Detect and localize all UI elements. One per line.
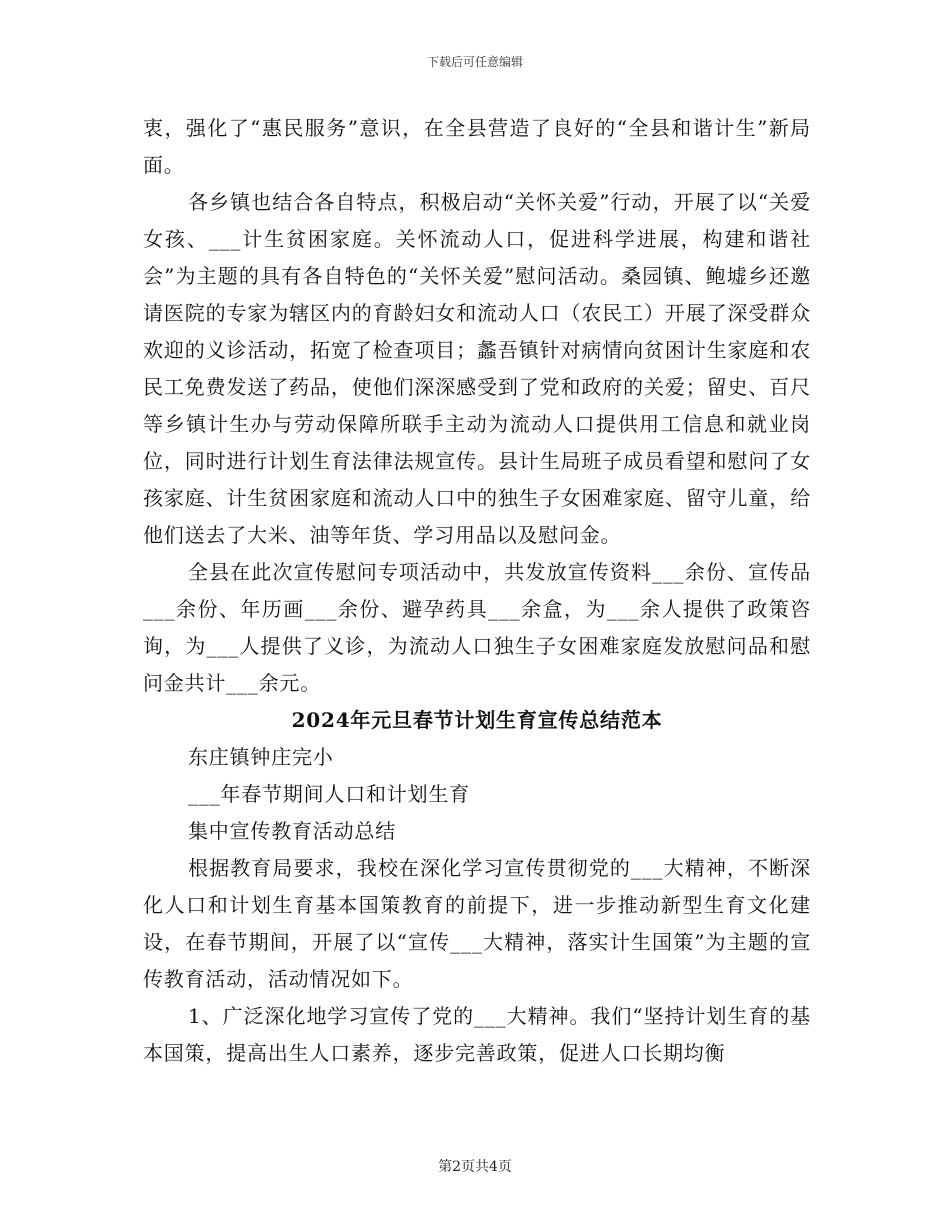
school-name-line: 东庄镇钟庄完小 (188, 745, 334, 769)
paragraph-township-activities: 各乡镇也结合各自特点，积极启动“关怀关爱”行动，开展了以“关爱女孩、___计生贫困家庭。关怀流动人口，促进科学进展，构建和谐社会”为主题的具有各自特色的“关怀关爱”慰问活动。桑园镇、鲍墟乡还邀请医院的专家为辖区内的育龄妇女和流动人口（农民工）开展了深受群众欢迎的义诊活动，拓宽了检查项目；蠡吾镇针对病情向贫困计生家庭和农民工免费发送了药品，使他们深深感受到了党和政府的关爱；留史、百尺等乡镇计生办与劳动保障所联手主动为流动人口提供用工信息和就业岗位，同时进行计划生育法律法规宣传。县计生局班子成员看望和慰问了女孩家庭、计生贫困家庭和流动人口中的独生子女困难家庭、留守儿童，给他们送去了大米、油等年货、学习用品以及慰问金。 (143, 190, 811, 547)
paragraph-item-1: 1、广泛深化地学习宣传了党的___大精神。我们“坚持计划生育的基本国策，提高出生人口素养，逐步完善政策，促进人口长期均衡 (143, 1004, 811, 1065)
paragraph-introduction: 根据教育局要求，我校在深化学习宣传贯彻党的___大精神，不断深化人口和计划生育基本国策教育的前提下，进一步推动新型生育文化建设，在春节期间，开展了以“宣传___大精神，落实计生国策”为主题的宣传教育活动，活动情况如下。 (143, 856, 811, 991)
section-title: 2024年元旦春节计划生育宣传总结范本 (291, 708, 663, 732)
paragraph-county-statistics: 全县在此次宣传慰问专项活动中，共发放宣传资料___余份、宣传品___余份、年历画___余份、避孕药具___余盒，为___余人提供了政策咨询，为___人提供了义诊，为流动人口独生子女困难家庭发放慰问品和慰问金共计___余元。 (143, 560, 811, 695)
page-number-footer: 第2页共4页 (438, 1159, 512, 1175)
summary-subject-line: ___年春节期间人口和计划生育 (188, 782, 470, 806)
header-note: 下载后可任意编辑 (426, 55, 523, 69)
summary-heading-line: 集中宣传教育活动总结 (188, 819, 396, 843)
document-body (143, 110, 811, 1072)
paragraph-continuation: 衷，强化了“惠民服务”意识，在全县营造了良好的“全县和谐计生”新局面。 (143, 116, 811, 177)
